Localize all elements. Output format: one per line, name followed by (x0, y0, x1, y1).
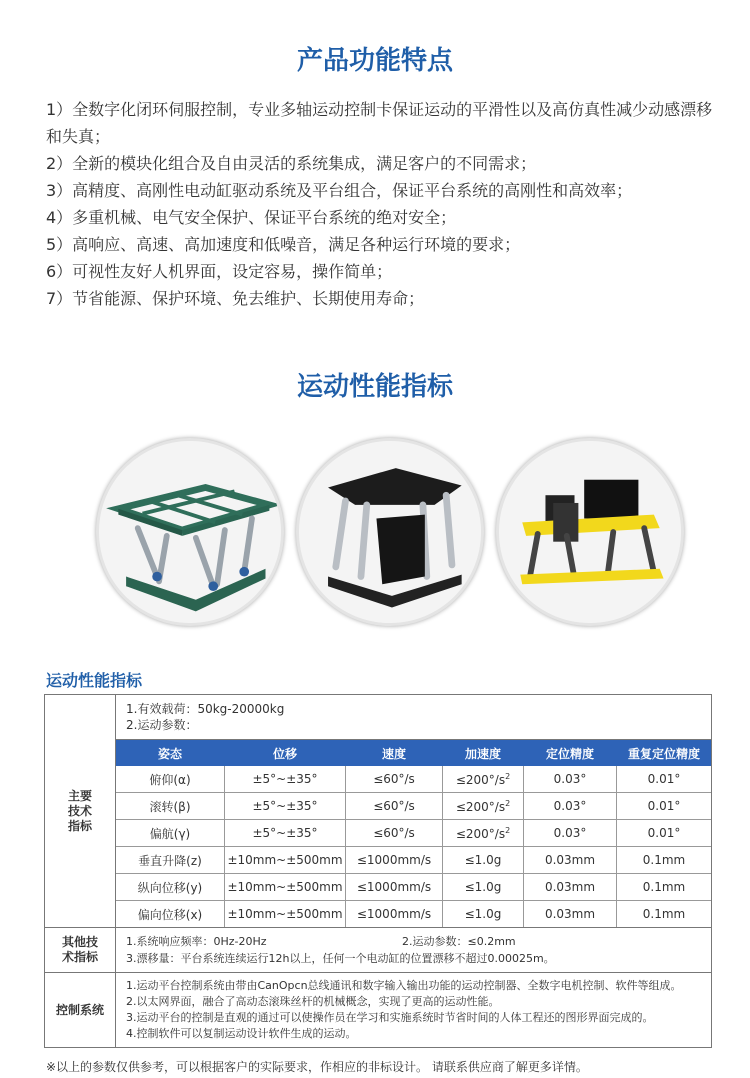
table-cell: 0.01° (617, 766, 712, 793)
table-cell: ±5°~±35° (225, 793, 346, 820)
table-cell: ±5°~±35° (225, 820, 346, 847)
table-cell: 0.03mm (524, 901, 617, 928)
table-cell (443, 793, 524, 820)
feature-item: 2）全新的模块化组合及自由灵活的系统集成，满足客户的不同需求； (46, 154, 537, 173)
table-cell: 0.1mm (617, 874, 712, 901)
table-cell: 纵向位移(y) (116, 874, 225, 901)
feature-item: 6）可视性友好人机界面，设定容易，操作简单； (46, 262, 393, 281)
control-item: 1.运动平台控制系统由带由CanOpcn总线通讯和数字输入输出功能的运动控制器、全数字电机控制、软件等组成。 (126, 979, 682, 992)
features-title: 产品功能特点 (296, 46, 453, 76)
motion-params-text: 2.运动参数： (126, 718, 198, 732)
table-cell: 俯仰(α) (116, 766, 225, 793)
table-cell: ≤1.0g (443, 901, 524, 928)
motion-table-header (116, 741, 711, 766)
table-cell (443, 820, 524, 847)
table-row (116, 847, 711, 874)
table-cell: 0.03° (524, 766, 617, 793)
control-system-label: 控制系统 (45, 973, 116, 1048)
spec-intro (116, 695, 712, 740)
payload-text: 1.有效载荷：50kg-20000kg (126, 702, 285, 716)
yellow-seat-platform-photo (496, 438, 684, 626)
green-platform-photo (96, 438, 284, 626)
table-cell: ≤1000mm/s (346, 874, 443, 901)
header-cell: 速度 (346, 741, 443, 766)
table-cell: 0.03° (524, 820, 617, 847)
table-cell: ≤1000mm/s (346, 901, 443, 928)
control-item: 2.以太网界面，融合了高动态滚珠丝杆的机械概念，实现了更高的运动性能。 (126, 995, 500, 1008)
footnote: ※以上的参数仅供参考，可以根据客户的实际要求，作相应的非标设计。 请联系供应商了解更多详情。 (46, 1060, 588, 1074)
superscript: 2 (505, 798, 511, 808)
superscript: 2 (505, 825, 511, 835)
features-list (46, 96, 716, 312)
header-cell: 加速度 (443, 741, 524, 766)
other-spec-1: 1.系统响应频率：0Hz-20Hz (126, 935, 267, 948)
accel-value: ≤200°/s (455, 799, 506, 814)
table-cell: 0.01° (617, 793, 712, 820)
feature-item: 1）全数字化闭环伺服控制，专业多轴运动控制卡保证运动的平滑性以及高仿真性减少动感漂移和失真； (46, 100, 713, 146)
other-spec-cell (116, 928, 712, 973)
table-cell: ±10mm~±500mm (225, 901, 346, 928)
other-spec-2: 2.运动参数：≤0.2mm (402, 935, 516, 948)
header-cell: 位移 (225, 741, 346, 766)
table-cell: 滚转(β) (116, 793, 225, 820)
table-cell: 0.03mm (524, 874, 617, 901)
motion-table (116, 740, 711, 927)
table-cell: ≤1.0g (443, 847, 524, 874)
control-item: 3.运动平台的控制是直观的通过可以使操作员在学习和实施系统时节省时间的人体工程还的图形界面完成的。 (126, 1011, 654, 1024)
table-cell: 偏向位移(x) (116, 901, 225, 928)
table-cell: 垂直升降(z) (116, 847, 225, 874)
table-cell: 0.1mm (617, 847, 712, 874)
table-cell: ≤60°/s (346, 766, 443, 793)
performance-title: 运动性能指标 (296, 372, 453, 402)
other-spec-label: 其他技 术指标 (45, 928, 116, 973)
table-row (116, 820, 711, 847)
header-cell: 定位精度 (524, 741, 617, 766)
header-cell: 重复定位精度 (617, 741, 712, 766)
feature-item: 3）高精度、高刚性电动缸驱动系统及平台组合，保证平台系统的高刚性和高效率； (46, 181, 633, 200)
table-cell: 0.01° (617, 820, 712, 847)
black-platform-photo (296, 438, 484, 626)
spec-section-title: 运动性能指标 (46, 671, 143, 690)
table-cell: 0.03mm (524, 847, 617, 874)
table-row (116, 793, 711, 820)
spec-table (44, 694, 712, 1048)
table-cell (443, 766, 524, 793)
feature-item: 4）多重机械、电气安全保护、保证平台系统的绝对安全； (46, 208, 457, 227)
feature-item: 7）节省能源、保护环境、免去维护、长期使用寿命； (46, 289, 425, 308)
table-row (116, 766, 711, 793)
motion-table-cell (116, 740, 712, 928)
table-cell: ±5°~±35° (225, 766, 346, 793)
table-cell: 0.1mm (617, 901, 712, 928)
superscript: 2 (505, 771, 511, 781)
table-cell: ±10mm~±500mm (225, 874, 346, 901)
table-cell: ≤1000mm/s (346, 847, 443, 874)
table-cell: ≤1.0g (443, 874, 524, 901)
accel-value: ≤200°/s (455, 826, 506, 841)
other-spec-3: 3.漂移量：平台系统连续运行12h以上，任何一个电动缸的位置漂移不超过0.00025m。 (126, 952, 555, 965)
table-row (116, 901, 711, 928)
table-row (116, 874, 711, 901)
main-spec-label: 主要 技术 指标 (45, 695, 116, 928)
control-system-cell (116, 973, 712, 1048)
table-cell: 0.03° (524, 793, 617, 820)
accel-value: ≤200°/s (455, 772, 506, 787)
product-photos (96, 438, 686, 626)
table-cell: ±10mm~±500mm (225, 847, 346, 874)
feature-item: 5）高响应、高速、高加速度和低噪音，满足各种运行环境的要求； (46, 235, 521, 254)
table-cell: ≤60°/s (346, 820, 443, 847)
table-cell: ≤60°/s (346, 793, 443, 820)
table-cell: 偏航(γ) (116, 820, 225, 847)
control-item: 4.控制软件可以复制运动设计软件生成的运动。 (126, 1027, 357, 1040)
header-cell: 姿态 (116, 741, 225, 766)
